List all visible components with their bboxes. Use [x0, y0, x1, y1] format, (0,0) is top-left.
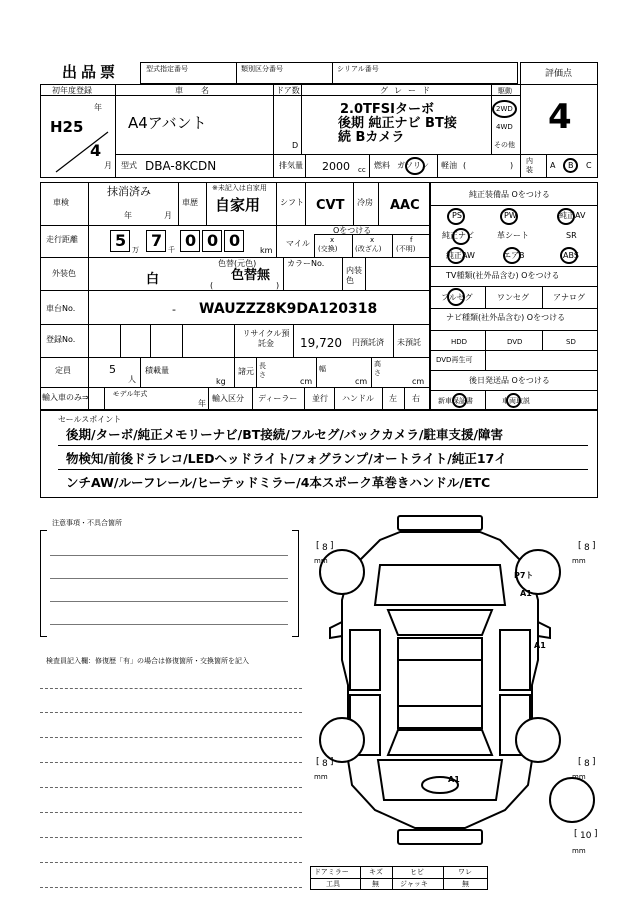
chassis-value: WAUZZZ8K9DA120318: [199, 301, 378, 317]
mileage-digit-1: 5: [115, 231, 127, 250]
doors-label: ドア数: [276, 86, 300, 95]
color-change-value: 色替無: [231, 268, 271, 283]
tread-front-right: 8: [584, 543, 590, 553]
sales-line-2: 物検知/前後ドラレコ/LEDヘッドライト/フォグランプ/オートライト/純正17イ: [66, 451, 507, 466]
drive-label: 駆動: [498, 87, 512, 95]
displacement-label: 排気量: [279, 161, 303, 170]
mileage-label: 走行距離: [46, 235, 78, 244]
caution-label: 注意事項・不具合箇所: [52, 519, 122, 527]
grade-line1: 2.0TFSIターボ: [340, 102, 434, 117]
date-divider-slash: [52, 130, 110, 174]
shift-value: CVT: [316, 198, 345, 213]
displacement-value: 2000: [322, 160, 350, 173]
drive-2wd-circle: [492, 100, 517, 118]
warranty-circle: [452, 393, 467, 408]
fuel-value: ガソリン: [397, 161, 429, 170]
rating-label: 評価点: [545, 69, 573, 79]
mileage-digit-4: 0: [207, 231, 219, 250]
reg-month: 4: [90, 141, 102, 160]
interior-grade-circle: [563, 158, 578, 173]
serial-label: シリアル番号: [337, 65, 379, 73]
airbag-circle: [503, 247, 521, 264]
fullseg-circle: [447, 288, 465, 306]
tv-title: TV種類(社外品含む) Oをつける: [446, 271, 560, 280]
grade-label: グレード: [380, 86, 436, 95]
mile-label: マイル: [286, 239, 310, 248]
fuel-circle: [405, 157, 425, 175]
inspection-value: 抹消済み: [107, 185, 151, 198]
tread-spare: 10: [580, 831, 592, 841]
sales-line-1: 後期/ターボ/純正メモリーナビ/BT接続/フルセグ/バックカメラ/駐車支援/障害: [66, 427, 504, 442]
sheet-title: 出品票: [62, 63, 120, 81]
tread-front-left: 8: [322, 543, 328, 553]
recycle-value: 19,720: [300, 336, 342, 350]
color-label: 外装色: [52, 269, 76, 278]
history-label: 車歴: [182, 198, 198, 207]
ac-value: AAC: [390, 198, 420, 213]
capacity-value: 5: [109, 363, 116, 376]
grade-line2: 後期 純正ナビ BT接: [338, 116, 457, 131]
mileage-digit-5: 0: [229, 231, 241, 250]
first-reg-label: 初年度登録: [52, 86, 92, 95]
interior-label: 内装: [526, 157, 533, 174]
type-spec-label: 型式指定番号: [146, 65, 188, 73]
inspection-label: 車検: [53, 198, 69, 207]
inspector-label: 検査員記入欄：修復歴「有」の場合は修復箇所・交換箇所を記入: [46, 657, 249, 665]
sales-label: セールスポイント: [58, 415, 122, 424]
damage-mark-1: P7ト: [514, 571, 534, 580]
fuel-label: 燃料: [374, 161, 390, 170]
later-title: 後日発送品 Oをつける: [469, 376, 550, 385]
ps-circle: [447, 208, 465, 225]
sales-line-3: ンチAW/ルーフレール/ヒーテッドミラー/4本スポーク革巻きハンドル/ETC: [66, 475, 491, 490]
chassis-label: 車台No.: [46, 304, 76, 313]
category-label: 類別区分番号: [241, 65, 283, 73]
aw-circle: [447, 247, 465, 264]
manual-circle: [506, 393, 521, 408]
tread-rear-left: 8: [322, 759, 328, 769]
header-id-box: [140, 62, 518, 84]
model-label: 型式: [121, 161, 137, 170]
grade-line3: 続 Bカメラ: [338, 130, 405, 145]
pw-circle: [500, 208, 518, 225]
history-value: 自家用: [215, 196, 261, 214]
mileage-digit-3: 0: [185, 231, 197, 250]
reg-no-label: 登録No.: [46, 335, 76, 344]
rating-value: 4: [548, 97, 572, 137]
car-name-label: 車名: [175, 86, 227, 95]
abs-circle: [560, 247, 578, 264]
capacity-label: 定員: [55, 366, 71, 375]
car-name: A4アバント: [128, 114, 207, 132]
model-value: DBA-8KCDN: [145, 159, 217, 173]
car-damage-diagram: [300, 510, 610, 870]
tread-rear-right: 8: [584, 759, 590, 769]
nav-title: ナビ種類(社外品含む) Oをつける: [446, 313, 566, 322]
recycle-label: リサイクル預託金: [242, 329, 290, 348]
era-year: H25: [50, 118, 84, 136]
damage-mark-3: A1: [534, 641, 546, 650]
equipment-title: 純正装備品 Oをつける: [469, 190, 550, 199]
color-value: 白: [146, 272, 160, 287]
damage-mark-2: A1: [520, 589, 532, 598]
import-label: 輸入車のみ⇒: [42, 393, 89, 402]
mileage-digit-2: 7: [151, 231, 163, 250]
navi-circle: [452, 228, 470, 245]
damage-mark-4: A1: [448, 775, 460, 784]
av-circle: [557, 208, 575, 225]
